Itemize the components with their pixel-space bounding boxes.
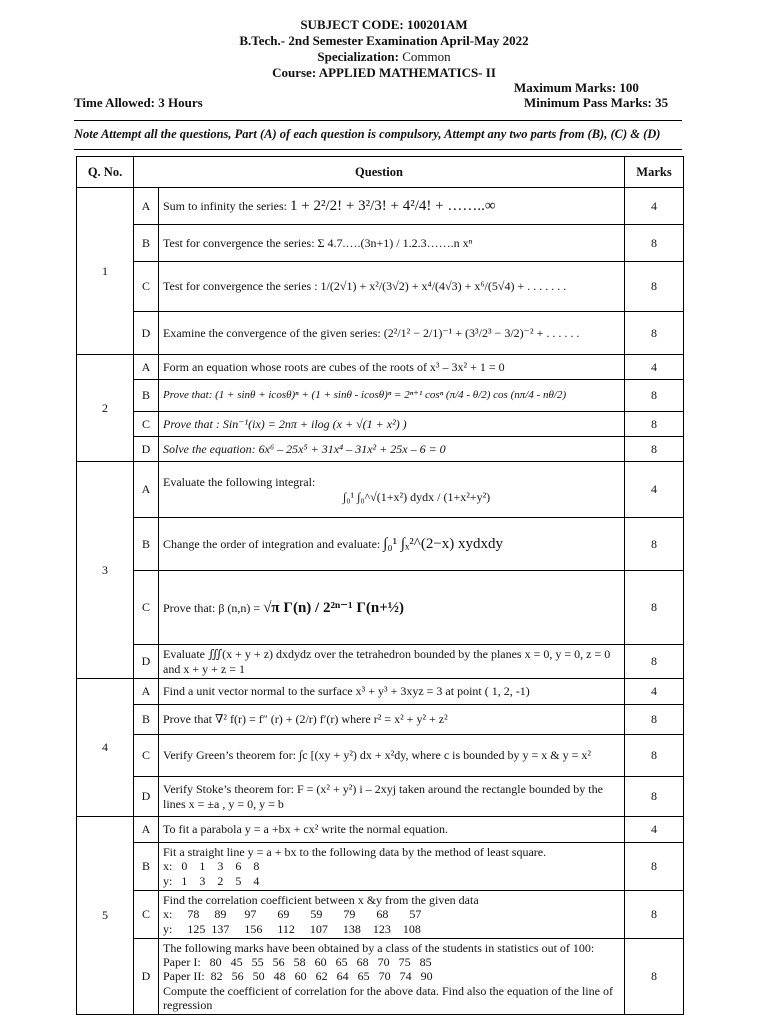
data-row-x: x: 78 89 97 69 59 79 68 57 — [163, 907, 422, 922]
question-text: Find the correlation coefficient between x &y from the given data — [163, 892, 479, 907]
table-row — [77, 891, 684, 939]
part-label: D — [134, 437, 159, 462]
question-3a — [159, 462, 625, 518]
table-row — [77, 735, 684, 777]
question-text: Sum to infinity the series: — [163, 199, 287, 213]
math-integral: ∫₀¹ ∫₀^√(1+x²) dydx / (1+x²+y²) — [343, 489, 491, 504]
question-text: Examine the convergence of the given series: — [163, 325, 381, 340]
table-row — [77, 645, 684, 679]
part-label: D — [134, 777, 159, 817]
col-qno: Q. No. — [77, 157, 134, 188]
marks-cell: 8 — [625, 777, 684, 817]
part-label: B — [134, 705, 159, 735]
part-label: A — [134, 188, 159, 225]
data-row-y: y: 125 137 156 112 107 138 123 108 — [163, 921, 421, 936]
question-1b — [159, 225, 625, 262]
math-series: (2²/1² − 2/1)⁻¹ + (3³/2³ − 3/2)⁻² + . . . . . . — [383, 325, 580, 340]
table-row — [77, 777, 684, 817]
question-5d — [159, 939, 625, 1015]
marks-cell: 4 — [625, 817, 684, 843]
question-3d: Evaluate ∭(x + y + z) dxdydz over the tetrahedron bounded by the planes x = 0, y = 0, z = 0 and x + y + z = 1 — [159, 645, 625, 679]
part-label: C — [134, 571, 159, 645]
math-series: 1/(2√1) + x²/(3√2) + x⁴/(4√3) + x⁶/(5√4) + . . . . . . . — [320, 279, 567, 294]
table-row — [77, 225, 684, 262]
math-integral: ∫₀¹ ∫ₓ²^(2−x) xydxdy — [383, 536, 504, 552]
question-text: Change the order of integration and evaluate: — [163, 537, 381, 551]
data-row-paper2: Paper II: 82 56 50 48 60 62 64 65 70 74 90 — [163, 969, 433, 984]
divider-top — [74, 120, 682, 121]
table-row — [77, 705, 684, 735]
table-row — [77, 571, 684, 645]
part-label: B — [134, 225, 159, 262]
time-allowed: Time Allowed: 3 Hours — [74, 95, 203, 110]
marks-cell: 8 — [625, 262, 684, 312]
marks-cell: 4 — [625, 462, 684, 518]
table-row — [77, 843, 684, 891]
marks-cell: 4 — [625, 679, 684, 705]
question-text: Test for convergence the series: — [163, 235, 315, 250]
question-1a — [159, 188, 625, 225]
table-row — [77, 355, 684, 380]
col-marks: Marks — [625, 157, 684, 188]
table-row — [77, 437, 684, 462]
part-label: D — [134, 645, 159, 679]
table-row — [77, 939, 684, 1015]
marks-cell: 8 — [625, 312, 684, 355]
question-4d: Verify Stoke’s theorem for: F = (x² + y²) i – 2xyj taken around the rectangle bounded by the lines x = ±a , y = 0, y = b — [159, 777, 625, 817]
marks-cell: 8 — [625, 645, 684, 679]
table-header-row — [77, 157, 684, 188]
marks-cell: 8 — [625, 735, 684, 777]
question-text: Evaluate the following integral: — [163, 475, 316, 490]
table-row — [77, 188, 684, 225]
specialization-label: Specialization: — [317, 49, 399, 64]
max-marks: Maximum Marks: 100 — [514, 80, 639, 95]
table-row — [77, 262, 684, 312]
table-row — [77, 462, 684, 518]
question-2a: Form an equation whose roots are cubes of the roots of x³ – 3x² + 1 = 0 — [159, 355, 625, 380]
marks-cell: 8 — [625, 518, 684, 571]
qnum-3: 3 — [77, 462, 134, 679]
course-title: Course: APPLIED MATHEMATICS- II — [272, 65, 496, 80]
instructions-note: Note Attempt all the questions, Part (A) of each question is compulsory, Attempt any two parts from (B), (C) & (D) — [74, 127, 661, 141]
question-text: Test for convergence the series : — [163, 279, 318, 294]
col-question: Question — [134, 157, 625, 188]
question-4c: Verify Green’s theorem for: ∫c [(xy + y²) dx + x²dy, where c is bounded by y = x & y = x² — [159, 735, 625, 777]
table-row — [77, 518, 684, 571]
part-label: A — [134, 462, 159, 518]
part-label: A — [134, 817, 159, 843]
marks-cell: 8 — [625, 380, 684, 412]
question-2c: Prove that : Sin⁻¹(ix) = 2nπ + ilog (x + √(1 + x²) ) — [159, 412, 625, 437]
subject-code: SUBJECT CODE: 100201AM — [300, 17, 468, 32]
marks-cell: 8 — [625, 705, 684, 735]
data-row-paper1: Paper I: 80 45 55 56 58 60 65 68 70 75 85 — [163, 954, 432, 969]
marks-cell: 8 — [625, 225, 684, 262]
exam-title: B.Tech.- 2nd Semester Examination April-May 2022 — [239, 33, 529, 48]
part-label: C — [134, 891, 159, 939]
question-4b: Prove that ∇² f(r) = f″ (r) + (2/r) f′(r) where r² = x² + y² + z² — [159, 705, 625, 735]
part-label: A — [134, 355, 159, 380]
marks-cell: 8 — [625, 891, 684, 939]
min-pass-marks: Minimum Pass Marks: 35 — [524, 95, 669, 110]
specialization — [0, 49, 768, 65]
part-label: B — [134, 380, 159, 412]
part-label: C — [134, 735, 159, 777]
table-row — [77, 312, 684, 355]
part-label: B — [134, 518, 159, 571]
marks-cell: 8 — [625, 843, 684, 891]
part-label: C — [134, 262, 159, 312]
table-row — [77, 380, 684, 412]
part-label: A — [134, 679, 159, 705]
math-formula: √π Γ(n) / 2²ⁿ⁻¹ Γ(n+½) — [263, 599, 404, 616]
question-3b — [159, 518, 625, 571]
question-text: Fit a straight line y = a + bx to the following data by the method of least square. — [163, 844, 547, 859]
question-5c — [159, 891, 625, 939]
question-5a: To fit a parabola y = a +bx + cx² write the normal equation. — [159, 817, 625, 843]
table-row — [77, 679, 684, 705]
marks-cell: 8 — [625, 939, 684, 1015]
qnum-1: 1 — [77, 188, 134, 355]
part-label: C — [134, 412, 159, 437]
question-1c — [159, 262, 625, 312]
part-label: D — [134, 939, 159, 1015]
qnum-4: 4 — [77, 679, 134, 817]
question-4a: Find a unit vector normal to the surface x³ + y³ + 3xyz = 3 at point ( 1, 2, -1) — [159, 679, 625, 705]
qnum-5: 5 — [77, 817, 134, 1015]
math-series: Σ 4.7.….(3n+1) / 1.2.3…….n xⁿ — [317, 235, 473, 250]
question-text-2: Compute the coefficient of correlation for the above data. Find also the equation of the line of regression — [163, 983, 613, 1013]
table-row — [77, 817, 684, 843]
divider-bottom — [74, 149, 682, 150]
marks-cell: 8 — [625, 437, 684, 462]
question-text: Prove that: β (n,n) = — [163, 600, 261, 615]
question-text: The following marks have been obtained by a class of the students in statistics out of 100: — [163, 940, 595, 955]
marks-cell: 4 — [625, 188, 684, 225]
part-label: D — [134, 312, 159, 355]
marks-cell: 4 — [625, 355, 684, 380]
question-2b: Prove that: (1 + sinθ + icosθ)ⁿ + (1 + sinθ - icosθ)ⁿ = 2ⁿ⁺¹ cosⁿ (π/4 - θ/2) cos (nπ/4 - nθ/2) — [159, 380, 625, 412]
part-label: B — [134, 843, 159, 891]
data-row-x: x: 0 1 3 6 8 — [163, 859, 260, 874]
specialization-value: Common — [402, 49, 451, 64]
marks-cell: 8 — [625, 412, 684, 437]
data-row-y: y: 1 3 2 5 4 — [163, 873, 260, 888]
questions-table — [76, 156, 684, 1015]
question-3c — [159, 571, 625, 645]
table-row — [77, 412, 684, 437]
qnum-2: 2 — [77, 355, 134, 462]
question-5b — [159, 843, 625, 891]
question-1d — [159, 312, 625, 355]
question-2d: Solve the equation: 6x⁶ – 25x⁵ + 31x⁴ – 31x² + 25x – 6 = 0 — [159, 437, 625, 462]
math-series: 1 + 2²/2! + 3²/3! + 4²/4! + ……..∞ — [290, 198, 496, 214]
marks-cell: 8 — [625, 571, 684, 645]
